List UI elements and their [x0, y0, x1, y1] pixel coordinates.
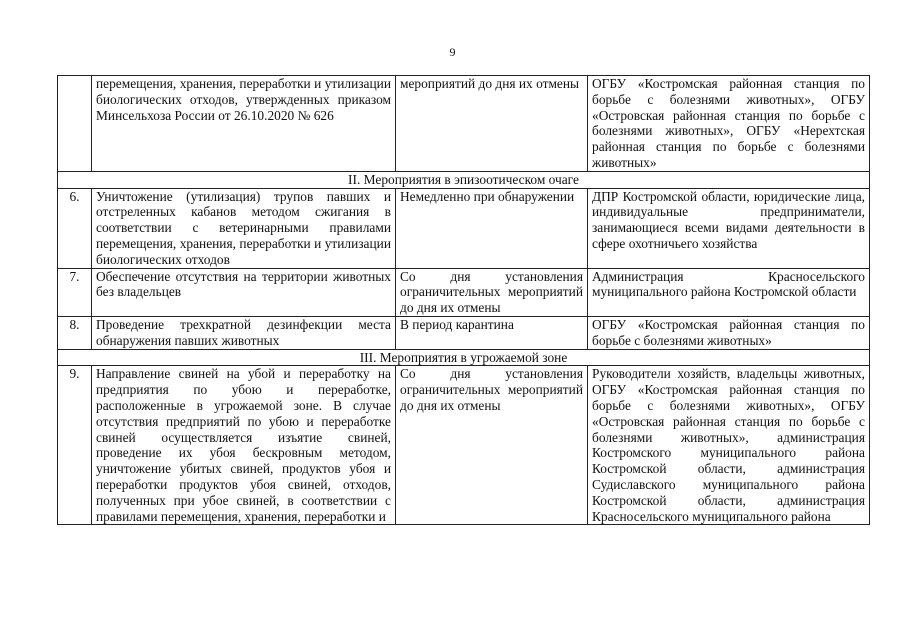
row-number: 7. — [58, 268, 92, 316]
term-cell: Немедленно при обнаружении — [396, 188, 588, 268]
measure-cell: Уничтожение (утилизация) трупов павших и отстреленных кабанов методом сжигания в соответствии с ветеринарными правилами перемещения, хранения, переработки и утилизации биологических отходов — [92, 188, 396, 268]
table-row — [58, 268, 870, 316]
row-number: 8. — [58, 316, 92, 349]
responsible-cell: Руководители хозяйств, владельцы животных, ОГБУ «Костромская районная станция по борьбе с болезнями животных», ОГБУ «Островская районная станция по борьбе с болезнями животных», администрация Костромского муниципального района Костромской области, администрация Судиславского муниципального района Костромской области, администрация Красносельского муниципального района — [588, 366, 870, 525]
responsible-cell: ОГБУ «Костромская районная станция по борьбе с болезнями животных» — [588, 316, 870, 349]
section-title: III. Мероприятия в угрожаемой зоне — [58, 349, 870, 366]
row-number: 9. — [58, 366, 92, 525]
table-row — [58, 316, 870, 349]
table-row — [58, 366, 870, 525]
responsible-cell: ДПР Костромской области, юридические лица, индивидуальные предприниматели, занимающиеся всеми видами деятельности в сфере охотничьего хозяйства — [588, 188, 870, 268]
term-cell: Со дня установления ограничительных мероприятий до дня их отмены — [396, 366, 588, 525]
table-row — [58, 76, 870, 172]
page-number: 9 — [449, 45, 456, 59]
responsible-cell: Администрация Красносельского муниципального района Костромской области — [588, 268, 870, 316]
row-number: 6. — [58, 188, 92, 268]
measure-cell: Направление свиней на убой и переработку на предприятия по убою и переработке, расположенные в угрожаемой зоне. В случае отсутствия предприятий по убою и переработке свиней осуществляется изъятие свиней, проведение их убоя бескровным методом, уничтожение убитых свиней, продуктов убоя и переработки продуктов убоя свиней, отходов, полученных при убое свиней, в соответствии с правилами перемещения, хранения, переработки и — [92, 366, 396, 525]
responsible-cell: ОГБУ «Костромская районная станция по борьбе с болезнями животных», ОГБУ «Островская районная станция по борьбе с болезнями животных», ОГБУ «Нерехтская районная станция по борьбе с болезнями животных» — [588, 76, 870, 172]
table-row — [58, 188, 870, 268]
measures-table — [57, 75, 870, 525]
measure-cell: перемещения, хранения, переработки и утилизации биологических отходов, утвержденных приказом Минсельхоза России от 26.10.2020 № 626 — [92, 76, 396, 172]
row-number — [58, 76, 92, 172]
measure-cell: Обеспечение отсутствия на территории животных без владельцев — [92, 268, 396, 316]
section-title: II. Мероприятия в эпизоотическом очаге — [58, 171, 870, 188]
term-cell: мероприятий до дня их отмены — [396, 76, 588, 172]
section-row — [58, 171, 870, 188]
measure-cell: Проведение трехкратной дезинфекции места обнаружения павших животных — [92, 316, 396, 349]
term-cell: В период карантина — [396, 316, 588, 349]
term-cell: Со дня установления ограничительных мероприятий до дня их отмены — [396, 268, 588, 316]
section-row — [58, 349, 870, 366]
